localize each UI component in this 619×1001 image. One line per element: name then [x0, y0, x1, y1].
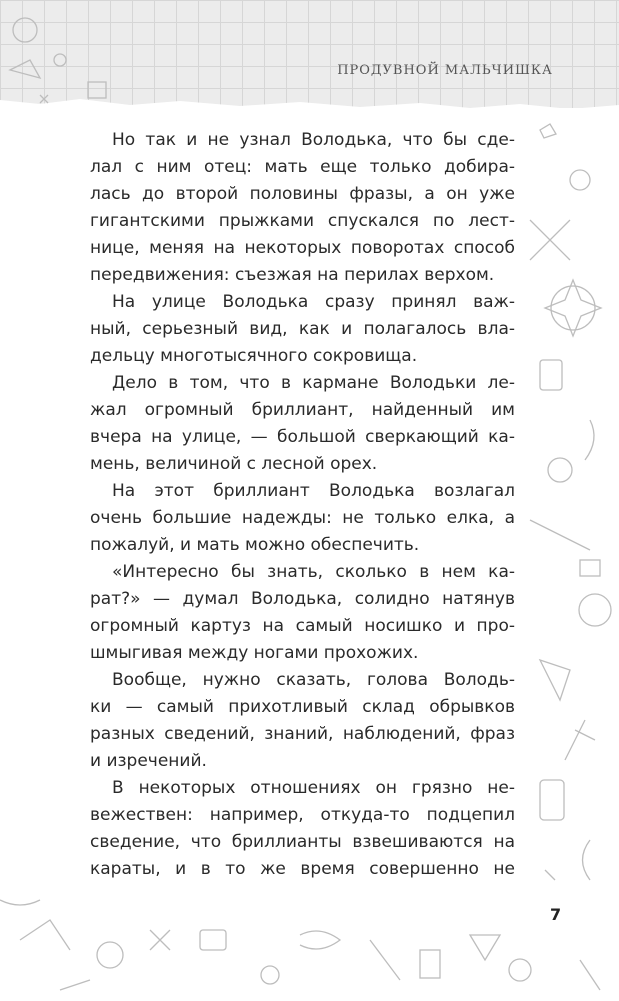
text-line: дельцу многотысячного сокровища. — [90, 346, 418, 366]
text-line: Дело в том, что в кармане Володьки ле- — [112, 373, 515, 393]
text-line: и изречений. — [90, 751, 207, 771]
text-line: караты, и в то же время совершенно не — [90, 859, 515, 879]
text-line: рат?» — думал Володька, солидно натянув — [90, 589, 515, 609]
text-line: передвижения: съезжая на перилах верхом. — [90, 265, 495, 285]
text-line: На улице Володька сразу принял важ- — [112, 292, 515, 312]
body-text — [90, 121, 515, 889]
text-line: Но так и не узнал Володька, что бы сде- — [112, 130, 515, 150]
text-line: нице, меняя на некоторых поворотах способ — [90, 238, 515, 258]
text-line: лась до второй половины фразы, а он уже — [90, 184, 515, 204]
page-number: 7 — [550, 905, 562, 924]
text-line: ный, серьезный вид, как и полагалось вла- — [90, 319, 515, 339]
text-line: вчера на улице, — большой сверкающий ка- — [90, 427, 515, 447]
text-line: разных сведений, знаний, наблюдений, фраз — [90, 724, 515, 744]
text-line: шмыгивая между ногами прохожих. — [90, 643, 419, 663]
text-line: сведение, что бриллианты взвешиваются на — [90, 832, 515, 852]
text-line: мень, величиной с лесной орех. — [90, 454, 378, 474]
text-line: очень большие надежды: не только елка, а — [90, 508, 515, 528]
text-line: жал огромный бриллиант, найденный им — [90, 400, 515, 420]
running-title: ПРОДУВНОЙ МАЛЬЧИШКА — [337, 63, 553, 78]
text-line: пожалуй, и мать можно обеспечить. — [90, 535, 420, 555]
text-line: На этот бриллиант Володька возлагал — [112, 481, 515, 501]
text-line: «Интересно бы знать, сколько в нем ка- — [112, 562, 515, 582]
text-line: В некоторых отношениях он грязно не- — [112, 778, 515, 798]
text-line: лал с ним отец: мать еще только добира- — [90, 157, 515, 177]
text-line: Вообще, нужно сказать, голова Володь- — [112, 670, 515, 690]
text-line: огромный картуз на самый носишко и про- — [90, 616, 515, 636]
text-line: вежествен: например, откуда-то подцепил — [90, 805, 515, 825]
text-line: ки — самый прихотливый склад обрывков — [90, 697, 515, 717]
text-line: гигантскими прыжками спускался по лест- — [90, 211, 515, 231]
